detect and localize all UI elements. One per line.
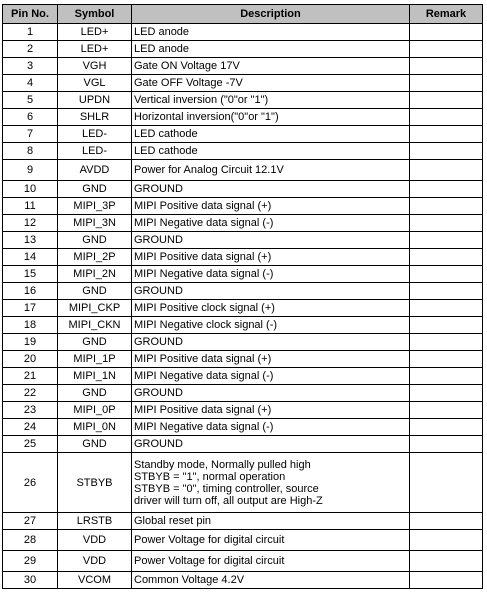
remark-cell bbox=[410, 215, 483, 232]
remark-cell bbox=[410, 300, 483, 317]
symbol-cell: MIPI_2P bbox=[58, 249, 132, 266]
remark-cell bbox=[410, 368, 483, 385]
pin-number-cell: 13 bbox=[3, 232, 58, 249]
table-row bbox=[3, 530, 483, 551]
symbol-cell: MIPI_3P bbox=[58, 198, 132, 215]
table-header-row bbox=[3, 5, 483, 24]
table-row bbox=[3, 266, 483, 283]
remark-cell bbox=[410, 92, 483, 109]
pin-assignment-table bbox=[2, 4, 483, 589]
table-row bbox=[3, 513, 483, 530]
symbol-cell: MIPI_CKP bbox=[58, 300, 132, 317]
description-cell: MIPI Negative data signal (-) bbox=[132, 368, 410, 385]
pin-number-cell: 11 bbox=[3, 198, 58, 215]
symbol-cell: GND bbox=[58, 283, 132, 300]
header-symbol: Symbol bbox=[58, 5, 132, 24]
symbol-cell: AVDD bbox=[58, 160, 132, 181]
pin-number-cell: 6 bbox=[3, 109, 58, 126]
description-cell: MIPI Positive data signal (+) bbox=[132, 198, 410, 215]
remark-cell bbox=[410, 530, 483, 551]
remark-cell bbox=[410, 551, 483, 572]
pin-number-cell: 30 bbox=[3, 572, 58, 589]
symbol-cell: MIPI_1N bbox=[58, 368, 132, 385]
remark-cell bbox=[410, 198, 483, 215]
symbol-cell: SHLR bbox=[58, 109, 132, 126]
table-row bbox=[3, 334, 483, 351]
description-cell: Vertical inversion ("0"or "1") bbox=[132, 92, 410, 109]
pin-number-cell: 23 bbox=[3, 402, 58, 419]
table-row bbox=[3, 143, 483, 160]
pin-number-cell: 22 bbox=[3, 385, 58, 402]
description-cell: Power for Analog Circuit 12.1V bbox=[132, 160, 410, 181]
symbol-cell: VDD bbox=[58, 551, 132, 572]
pin-number-cell: 19 bbox=[3, 334, 58, 351]
table-row bbox=[3, 249, 483, 266]
table-row bbox=[3, 368, 483, 385]
remark-cell bbox=[410, 453, 483, 513]
table-row bbox=[3, 385, 483, 402]
symbol-cell: GND bbox=[58, 334, 132, 351]
pin-number-cell: 2 bbox=[3, 41, 58, 58]
pin-number-cell: 14 bbox=[3, 249, 58, 266]
remark-cell bbox=[410, 334, 483, 351]
remark-cell bbox=[410, 232, 483, 249]
symbol-cell: MIPI_0N bbox=[58, 419, 132, 436]
pin-number-cell: 4 bbox=[3, 75, 58, 92]
remark-cell bbox=[410, 513, 483, 530]
pin-number-cell: 18 bbox=[3, 317, 58, 334]
table-row bbox=[3, 419, 483, 436]
header-remark: Remark bbox=[410, 5, 483, 24]
symbol-cell: LRSTB bbox=[58, 513, 132, 530]
description-cell: Gate ON Voltage 17V bbox=[132, 58, 410, 75]
symbol-cell: GND bbox=[58, 181, 132, 198]
table-row bbox=[3, 436, 483, 453]
description-cell: GROUND bbox=[132, 283, 410, 300]
symbol-cell: VCOM bbox=[58, 572, 132, 589]
symbol-cell: LED- bbox=[58, 126, 132, 143]
symbol-cell: GND bbox=[58, 385, 132, 402]
table-row bbox=[3, 198, 483, 215]
table-row bbox=[3, 109, 483, 126]
remark-cell bbox=[410, 24, 483, 41]
remark-cell bbox=[410, 41, 483, 58]
remark-cell bbox=[410, 75, 483, 92]
description-cell: Common Voltage 4.2V bbox=[132, 572, 410, 589]
symbol-cell: LED+ bbox=[58, 24, 132, 41]
symbol-cell: STBYB bbox=[58, 453, 132, 513]
symbol-cell: VGH bbox=[58, 58, 132, 75]
remark-cell bbox=[410, 283, 483, 300]
remark-cell bbox=[410, 109, 483, 126]
table-row bbox=[3, 317, 483, 334]
table-row bbox=[3, 92, 483, 109]
pin-number-cell: 15 bbox=[3, 266, 58, 283]
description-cell: LED cathode bbox=[132, 126, 410, 143]
description-cell: MIPI Negative clock signal (-) bbox=[132, 317, 410, 334]
pin-number-cell: 10 bbox=[3, 181, 58, 198]
table-row bbox=[3, 58, 483, 75]
table-row bbox=[3, 215, 483, 232]
pin-number-cell: 26 bbox=[3, 453, 58, 513]
remark-cell bbox=[410, 143, 483, 160]
symbol-cell: MIPI_0P bbox=[58, 402, 132, 419]
pin-number-cell: 7 bbox=[3, 126, 58, 143]
pin-number-cell: 3 bbox=[3, 58, 58, 75]
description-cell: MIPI Positive data signal (+) bbox=[132, 351, 410, 368]
pin-number-cell: 27 bbox=[3, 513, 58, 530]
remark-cell bbox=[410, 419, 483, 436]
table-row bbox=[3, 551, 483, 572]
description-cell: LED anode bbox=[132, 41, 410, 58]
pin-number-cell: 9 bbox=[3, 160, 58, 181]
symbol-cell: MIPI_1P bbox=[58, 351, 132, 368]
description-cell: GROUND bbox=[132, 385, 410, 402]
symbol-cell: MIPI_CKN bbox=[58, 317, 132, 334]
remark-cell bbox=[410, 266, 483, 283]
table-row bbox=[3, 126, 483, 143]
table-row bbox=[3, 160, 483, 181]
description-cell: MIPI Negative data signal (-) bbox=[132, 419, 410, 436]
symbol-cell: MIPI_3N bbox=[58, 215, 132, 232]
pin-number-cell: 28 bbox=[3, 530, 58, 551]
description-cell: Standby mode, Normally pulled high STBYB = "1", normal operation STBYB = "0", timing controller, source driver will turn off, all output are High-Z bbox=[132, 453, 410, 513]
description-cell: GROUND bbox=[132, 436, 410, 453]
description-cell: GROUND bbox=[132, 232, 410, 249]
remark-cell bbox=[410, 436, 483, 453]
description-cell: GROUND bbox=[132, 334, 410, 351]
remark-cell bbox=[410, 385, 483, 402]
description-cell: Power Voltage for digital circuit bbox=[132, 530, 410, 551]
symbol-cell: LED+ bbox=[58, 41, 132, 58]
remark-cell bbox=[410, 160, 483, 181]
header-pin-no: Pin No. bbox=[3, 5, 58, 24]
table-row bbox=[3, 41, 483, 58]
pin-number-cell: 17 bbox=[3, 300, 58, 317]
header-description: Description bbox=[132, 5, 410, 24]
pin-number-cell: 5 bbox=[3, 92, 58, 109]
remark-cell bbox=[410, 402, 483, 419]
table-row bbox=[3, 453, 483, 513]
remark-cell bbox=[410, 572, 483, 589]
description-cell: Global reset pin bbox=[132, 513, 410, 530]
description-cell: Horizontal inversion("0"or "1") bbox=[132, 109, 410, 126]
table-row bbox=[3, 402, 483, 419]
description-cell: MIPI Positive clock signal (+) bbox=[132, 300, 410, 317]
table-row bbox=[3, 283, 483, 300]
description-cell: MIPI Positive data signal (+) bbox=[132, 402, 410, 419]
description-cell: GROUND bbox=[132, 181, 410, 198]
description-cell: MIPI Positive data signal (+) bbox=[132, 249, 410, 266]
remark-cell bbox=[410, 317, 483, 334]
table-row bbox=[3, 351, 483, 368]
pin-number-cell: 21 bbox=[3, 368, 58, 385]
pin-number-cell: 8 bbox=[3, 143, 58, 160]
table-row bbox=[3, 75, 483, 92]
description-cell: LED cathode bbox=[132, 143, 410, 160]
symbol-cell: VGL bbox=[58, 75, 132, 92]
pin-number-cell: 12 bbox=[3, 215, 58, 232]
table-row bbox=[3, 24, 483, 41]
description-cell: MIPI Negative data signal (-) bbox=[132, 215, 410, 232]
remark-cell bbox=[410, 58, 483, 75]
table-row bbox=[3, 232, 483, 249]
pin-number-cell: 1 bbox=[3, 24, 58, 41]
remark-cell bbox=[410, 181, 483, 198]
pin-number-cell: 16 bbox=[3, 283, 58, 300]
symbol-cell: LED- bbox=[58, 143, 132, 160]
description-cell: MIPI Negative data signal (-) bbox=[132, 266, 410, 283]
remark-cell bbox=[410, 249, 483, 266]
table-row bbox=[3, 572, 483, 589]
description-cell: Power Voltage for digital circuit bbox=[132, 551, 410, 572]
pin-number-cell: 25 bbox=[3, 436, 58, 453]
table-row bbox=[3, 300, 483, 317]
symbol-cell: UPDN bbox=[58, 92, 132, 109]
description-cell: Gate OFF Voltage -7V bbox=[132, 75, 410, 92]
remark-cell bbox=[410, 126, 483, 143]
symbol-cell: GND bbox=[58, 232, 132, 249]
pin-number-cell: 20 bbox=[3, 351, 58, 368]
symbol-cell: MIPI_2N bbox=[58, 266, 132, 283]
pin-number-cell: 29 bbox=[3, 551, 58, 572]
description-cell: LED anode bbox=[132, 24, 410, 41]
symbol-cell: GND bbox=[58, 436, 132, 453]
remark-cell bbox=[410, 351, 483, 368]
symbol-cell: VDD bbox=[58, 530, 132, 551]
table-row bbox=[3, 181, 483, 198]
pin-number-cell: 24 bbox=[3, 419, 58, 436]
